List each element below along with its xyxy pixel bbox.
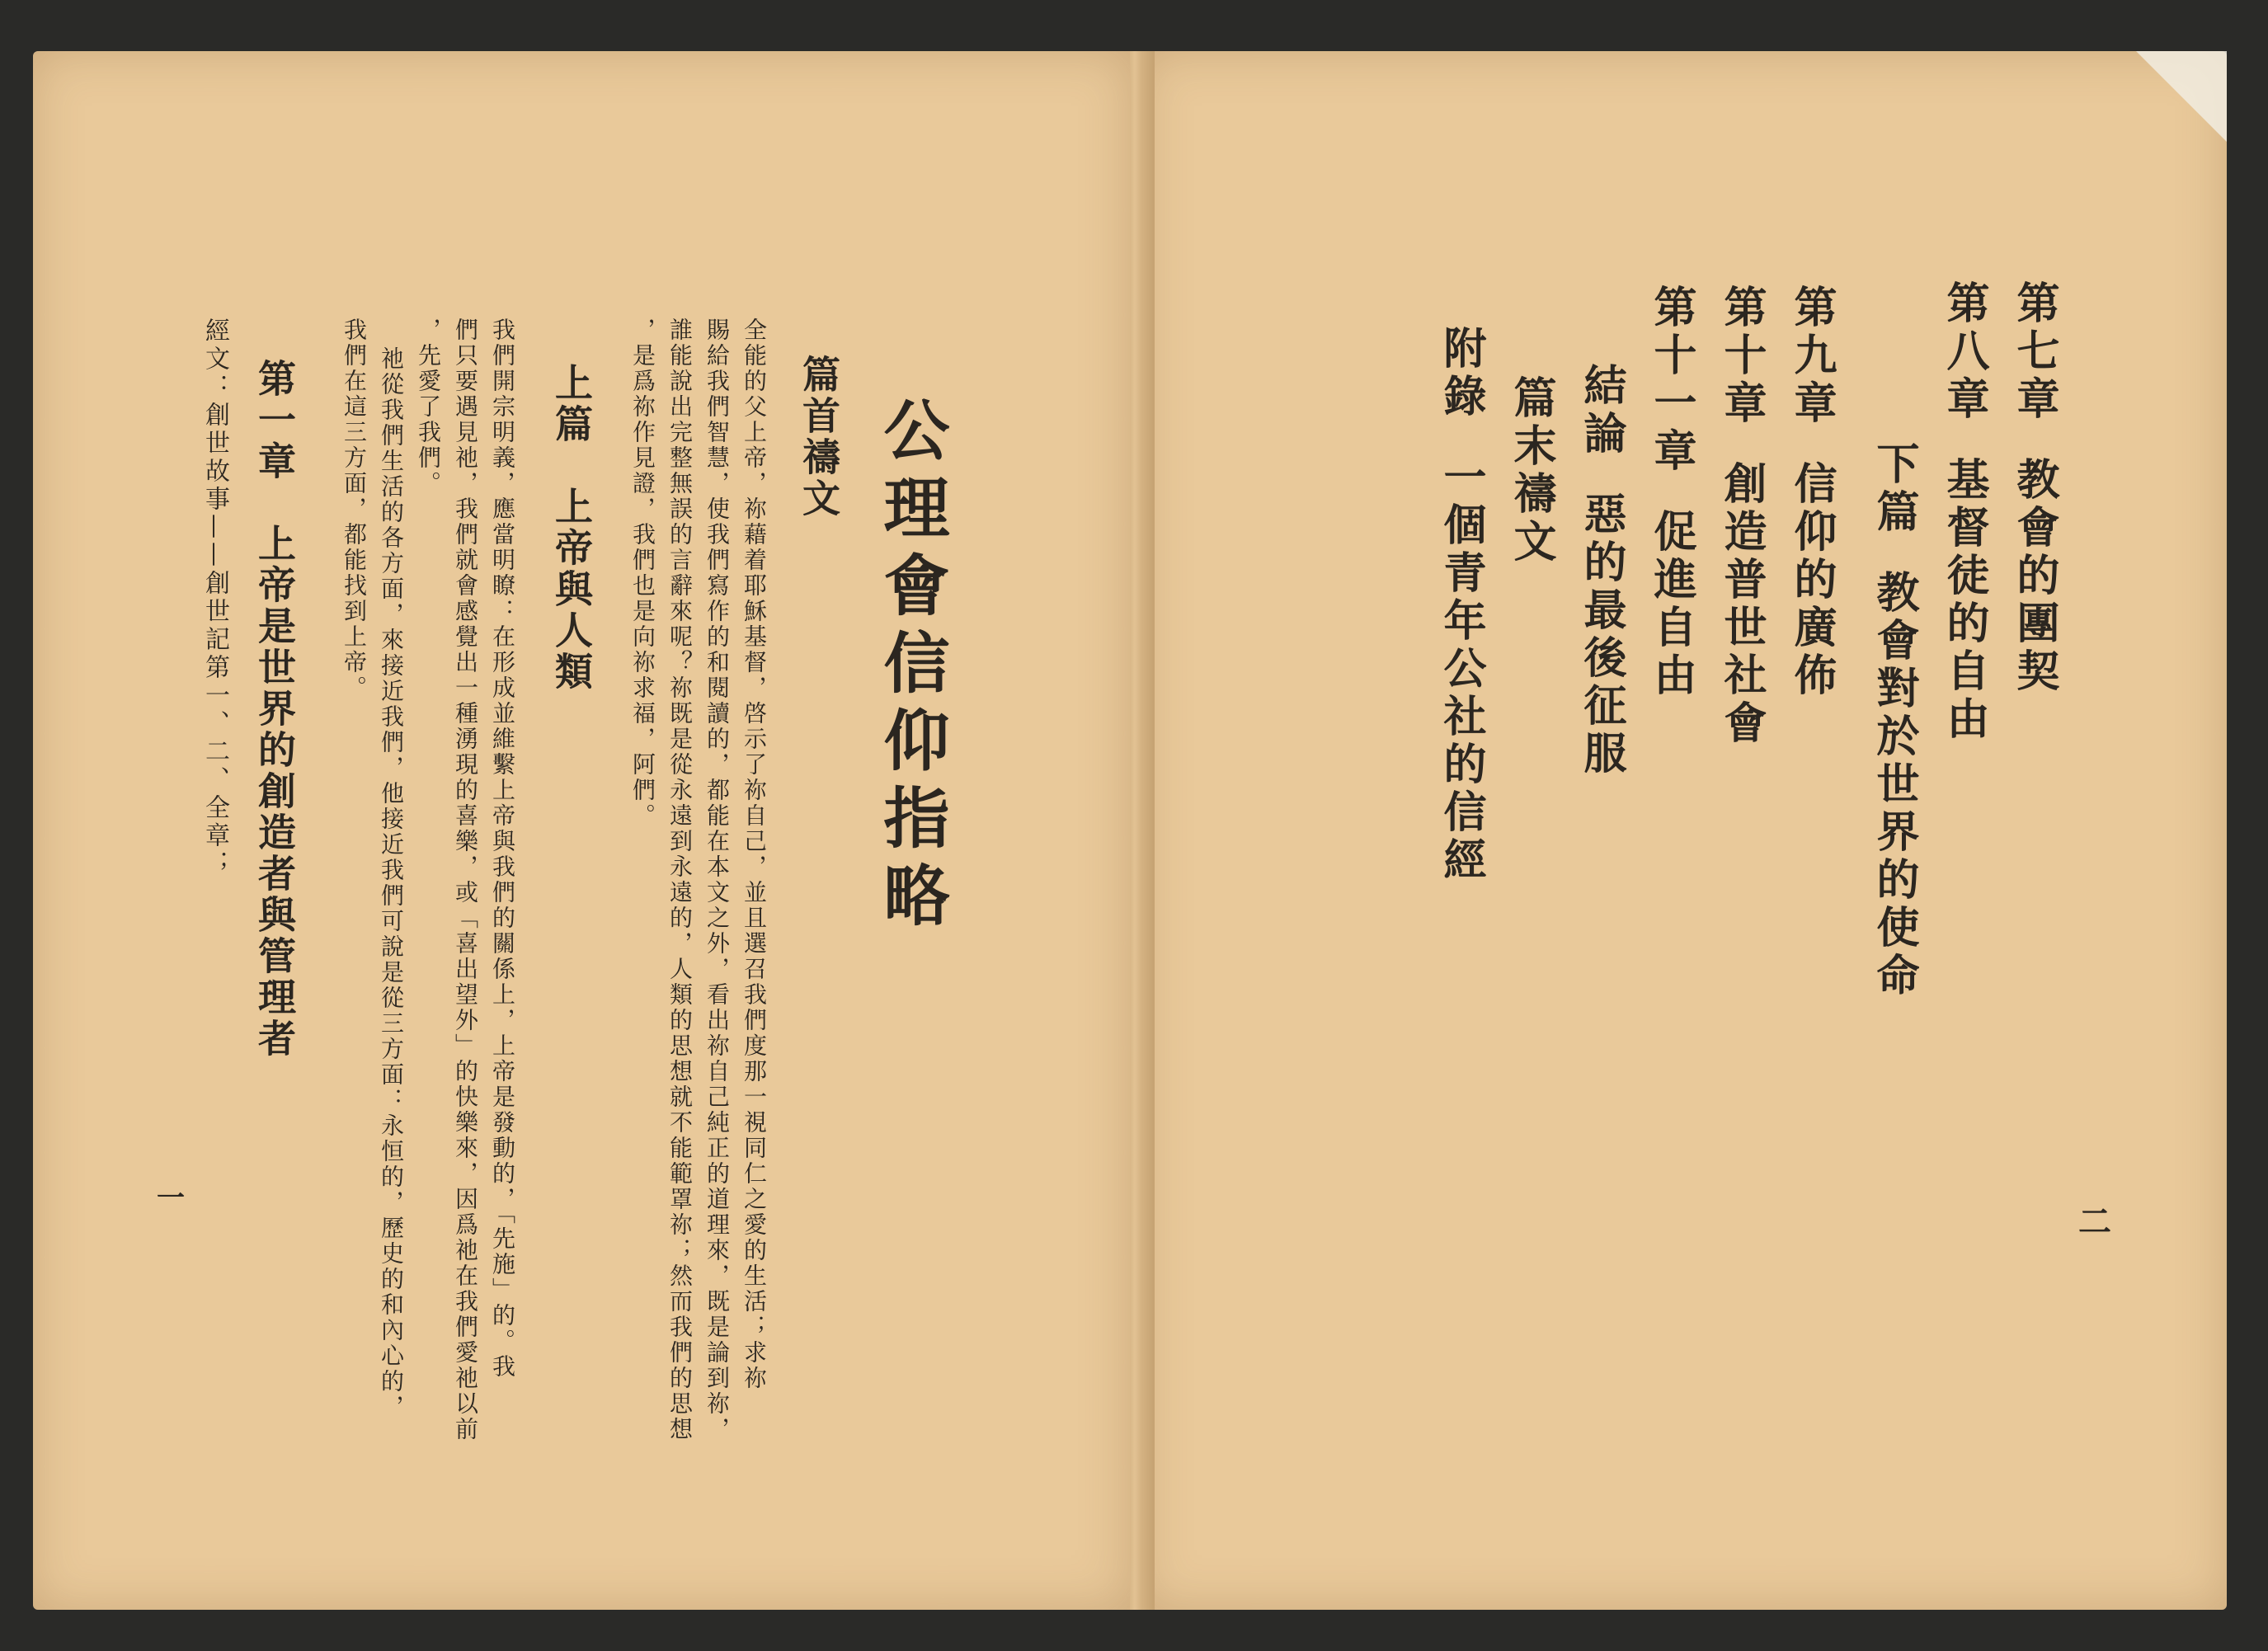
toc-entry-chapter-9: 第九章信仰的廣佈 <box>1786 285 1837 700</box>
intro-line-1: 我們開宗明義，應當明瞭：在形成並維繫上帝與我們的關係上，上帝是發動的，「先施」的。我 <box>489 318 516 1380</box>
toc-closing-prayer: 篇末禱文 <box>1506 375 1556 567</box>
toc-entry-conclusion: 結論惡的最後征服 <box>1576 363 1626 778</box>
intro-line-2: 們只要遇見祂，我們就會感覺出一種湧現的喜樂，或「喜出望外」的快樂來，因爲祂在我們愛祂以前 <box>452 318 479 1442</box>
intro-line-5: 我們在這三方面，都能找到上帝。 <box>341 318 368 701</box>
folded-corner <box>2136 51 2227 142</box>
page-number-left: 一 <box>157 1182 185 1215</box>
prayer-heading: 篇首禱文 <box>797 355 841 520</box>
prayer-line-2: 賜給我們智慧，使我們寫作的和閱讀的，都能在本文之外，看出祢自己純正的道理來，既是論到祢， <box>703 318 731 1442</box>
intro-line-4: 祂從我們生活的各方面，來接近我們，他接近我們可說是從三方面：永恒的，歷史的和內心的， <box>378 346 405 1420</box>
page-number-right: 二 <box>2078 1202 2111 1241</box>
scripture-reference: 經文：創世故事——創世記第一、二、全章； <box>200 318 229 878</box>
prayer-line-1: 全能的父上帝，祢藉着耶穌基督，啓示了祢自己，並且選召我們度那一視同仁之愛的生活；求祢 <box>741 318 768 1391</box>
toc-entry-chapter-8: 第八章基督徒的自由 <box>1939 280 1989 744</box>
prayer-line-3: 誰能說出完整無誤的言辭來呢？祢既是從永遠到永遠的，人類的思想就不能範罩祢；然而我們的思想 <box>666 318 694 1442</box>
toc-entry-chapter-10: 第十章創造普世社會 <box>1716 285 1767 748</box>
toc-entry-chapter-11: 第十一章促進自由 <box>1646 285 1696 700</box>
intro-line-3: ，先愛了我們。 <box>415 318 442 496</box>
toc-part-heading: 下篇教會對於世界的使命 <box>1869 441 1919 1000</box>
toc-entry-appendix: 附錄一個青年公社的信經 <box>1436 326 1486 885</box>
chapter-heading: 第一章 上帝是世界的創造者與管理者 <box>252 359 297 1060</box>
part-heading: 上篇 上帝與人類 <box>549 363 594 693</box>
book-title: 公理會信仰指略 <box>873 396 950 938</box>
prayer-line-4: ，是爲祢作見證，我們也是向祢求福，阿們。 <box>629 318 656 829</box>
toc-entry-chapter-7: 第七章教會的團契 <box>2009 280 2059 696</box>
left-page <box>33 51 1130 1610</box>
